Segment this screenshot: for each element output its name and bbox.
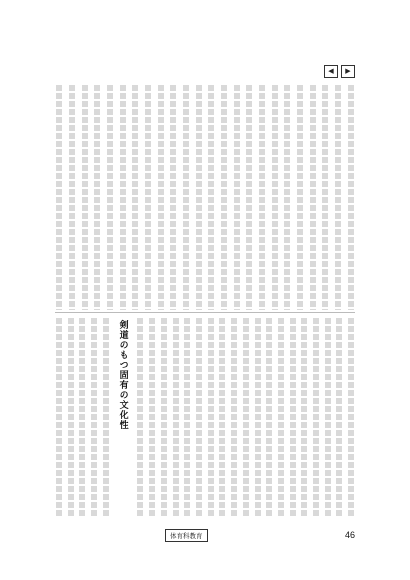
body-column bbox=[346, 85, 355, 310]
body-column bbox=[219, 318, 227, 518]
journal-name: 体育科教育 bbox=[165, 529, 208, 542]
body-column bbox=[347, 318, 355, 518]
body-column bbox=[334, 85, 343, 310]
body-column bbox=[230, 318, 238, 518]
body-column bbox=[232, 85, 241, 310]
body-column bbox=[258, 85, 267, 310]
body-column bbox=[55, 85, 64, 310]
body-column bbox=[220, 85, 229, 310]
body-column bbox=[172, 318, 180, 518]
body-column bbox=[68, 85, 77, 310]
body-column bbox=[308, 85, 317, 310]
body-column bbox=[277, 318, 285, 518]
body-column bbox=[55, 318, 63, 518]
prev-arrow-icon[interactable]: ◀ bbox=[324, 65, 338, 78]
body-column bbox=[93, 85, 102, 310]
body-column bbox=[265, 318, 273, 518]
body-column bbox=[148, 318, 156, 518]
body-column bbox=[245, 85, 254, 310]
body-column bbox=[80, 85, 89, 310]
body-column bbox=[312, 318, 320, 518]
body-column bbox=[183, 318, 191, 518]
body-column bbox=[254, 318, 262, 518]
body-column bbox=[207, 85, 216, 310]
body-column bbox=[296, 85, 305, 310]
body-column bbox=[131, 85, 140, 310]
body-column bbox=[242, 318, 250, 518]
body-column bbox=[336, 318, 344, 518]
body-column bbox=[137, 318, 145, 518]
page-nav bbox=[324, 65, 355, 78]
body-column bbox=[324, 318, 332, 518]
body-column bbox=[207, 318, 215, 518]
section-heading: 剣道のもつ固有の文化性 bbox=[117, 320, 128, 430]
body-column bbox=[106, 85, 115, 310]
page-footer bbox=[55, 528, 355, 542]
band-divider bbox=[55, 312, 355, 313]
next-arrow-icon[interactable]: ▶ bbox=[341, 65, 355, 78]
body-column bbox=[195, 318, 203, 518]
lower-text-band bbox=[55, 318, 355, 518]
body-column bbox=[289, 318, 297, 518]
body-column bbox=[79, 318, 87, 518]
body-column bbox=[300, 318, 308, 518]
body-column bbox=[182, 85, 191, 310]
body-column bbox=[90, 318, 98, 518]
page-number: 46 bbox=[344, 530, 355, 540]
body-column bbox=[270, 85, 279, 310]
body-column bbox=[67, 318, 75, 518]
body-column bbox=[194, 85, 203, 310]
upper-text-band bbox=[55, 85, 355, 310]
body-column bbox=[321, 85, 330, 310]
body-column bbox=[160, 318, 168, 518]
body-column bbox=[144, 85, 153, 310]
body-column bbox=[156, 85, 165, 310]
body-column bbox=[169, 85, 178, 310]
body-column bbox=[118, 85, 127, 310]
body-column bbox=[102, 318, 110, 518]
body-column bbox=[283, 85, 292, 310]
